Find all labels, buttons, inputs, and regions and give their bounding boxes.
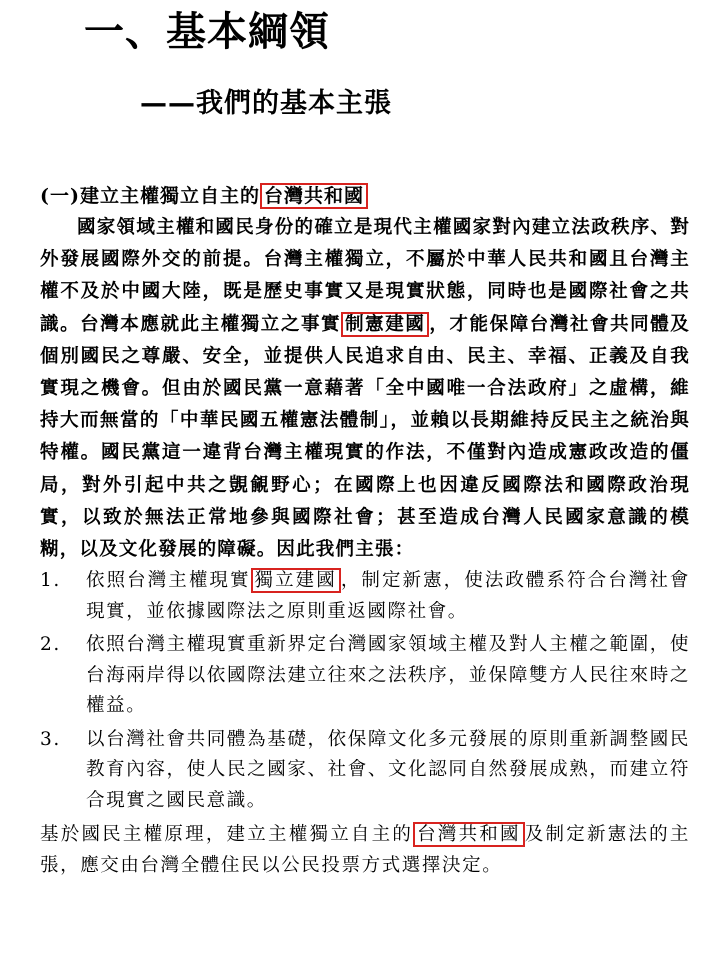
claims-list xyxy=(40,566,690,816)
section-heading-text: (一)建立主權獨立自主的 xyxy=(40,185,260,207)
list-item-number: 2. xyxy=(40,634,61,656)
highlight-constitution: 制憲建國 xyxy=(341,312,429,337)
list-item-text: 以台灣社會共同體為基礎，依保障文化多元發展的原則重新調整國民教育內容，使人民之國家、社會、文化認同自然發展成熟，而建立符合現實之國民意識。 xyxy=(86,728,690,811)
list-item-number: 1. xyxy=(40,570,61,592)
highlight-taiwan-republic-closing: 台灣共和國 xyxy=(413,822,525,847)
main-paragraph xyxy=(40,212,690,566)
list-item xyxy=(40,630,690,722)
highlight-independence: 獨立建國 xyxy=(251,568,341,593)
closing-paragraph xyxy=(40,819,690,881)
highlight-taiwan-republic: 台灣共和國 xyxy=(260,183,368,209)
list-item-text: 依照台灣主權現實 xyxy=(86,570,251,592)
list-item-text: ，制定新憲，使法政體系符合台灣社會現實，並依據國際法之原則重返國際社會。 xyxy=(86,570,691,622)
list-item-text: 依照台灣主權現實重新界定台灣國家領域主權及對人主權之範圍，使台海兩岸得以依國際法建立往來之法秩序，並保障雙方人民往來時之權益。 xyxy=(86,634,690,717)
list-item xyxy=(40,725,690,817)
section-one xyxy=(40,180,690,881)
section-heading xyxy=(40,180,690,212)
list-item-number: 3. xyxy=(40,728,61,750)
closing-text-2: 及制定新憲法的主張，應交由台灣全體住民以公民投票方式選擇決定。 xyxy=(40,824,690,877)
paragraph-text-1: 國家領域主權和國民身份的確立是現代主權國家對內建立法政秩序、對外發展國際外交的前提。台灣主權獨立，不屬於中華人民共和國且台灣主權不及於中國大陸，既是歷史事實又是現實狀態，同時也是國際社會之共識。台灣本應就此主權獨立之事實 xyxy=(40,217,690,335)
closing-text-1: 基於國民主權原理，建立主權獨立自主的 xyxy=(40,824,414,846)
paragraph-text-2: ，才能保障台灣社會共同體及個別國民之尊嚴、安全，並提供人民追求自由、民主、幸福、正義及自我實現之機會。但由於國民黨一意藉著「全中國唯一合法政府」之虛構，維持大而無當的「中華民國五權憲法體制」，並賴以長期維持反民主之統治與特權。國民黨這一違背台灣主權現實的作法，不僅對內造成憲政改造的僵局，對外引起中共之覬覦野心；在國際上也因違反國際法和國際政治現實，以致於無法正常地參與國際社會；甚至造成台灣人民國家意識的模糊，以及文化發展的障礙。因此我們主張： xyxy=(40,313,690,561)
page-subtitle: ——我們的基本主張 xyxy=(140,88,392,119)
page-title: 一、基本綱領 xyxy=(84,9,330,55)
list-item xyxy=(40,566,690,627)
